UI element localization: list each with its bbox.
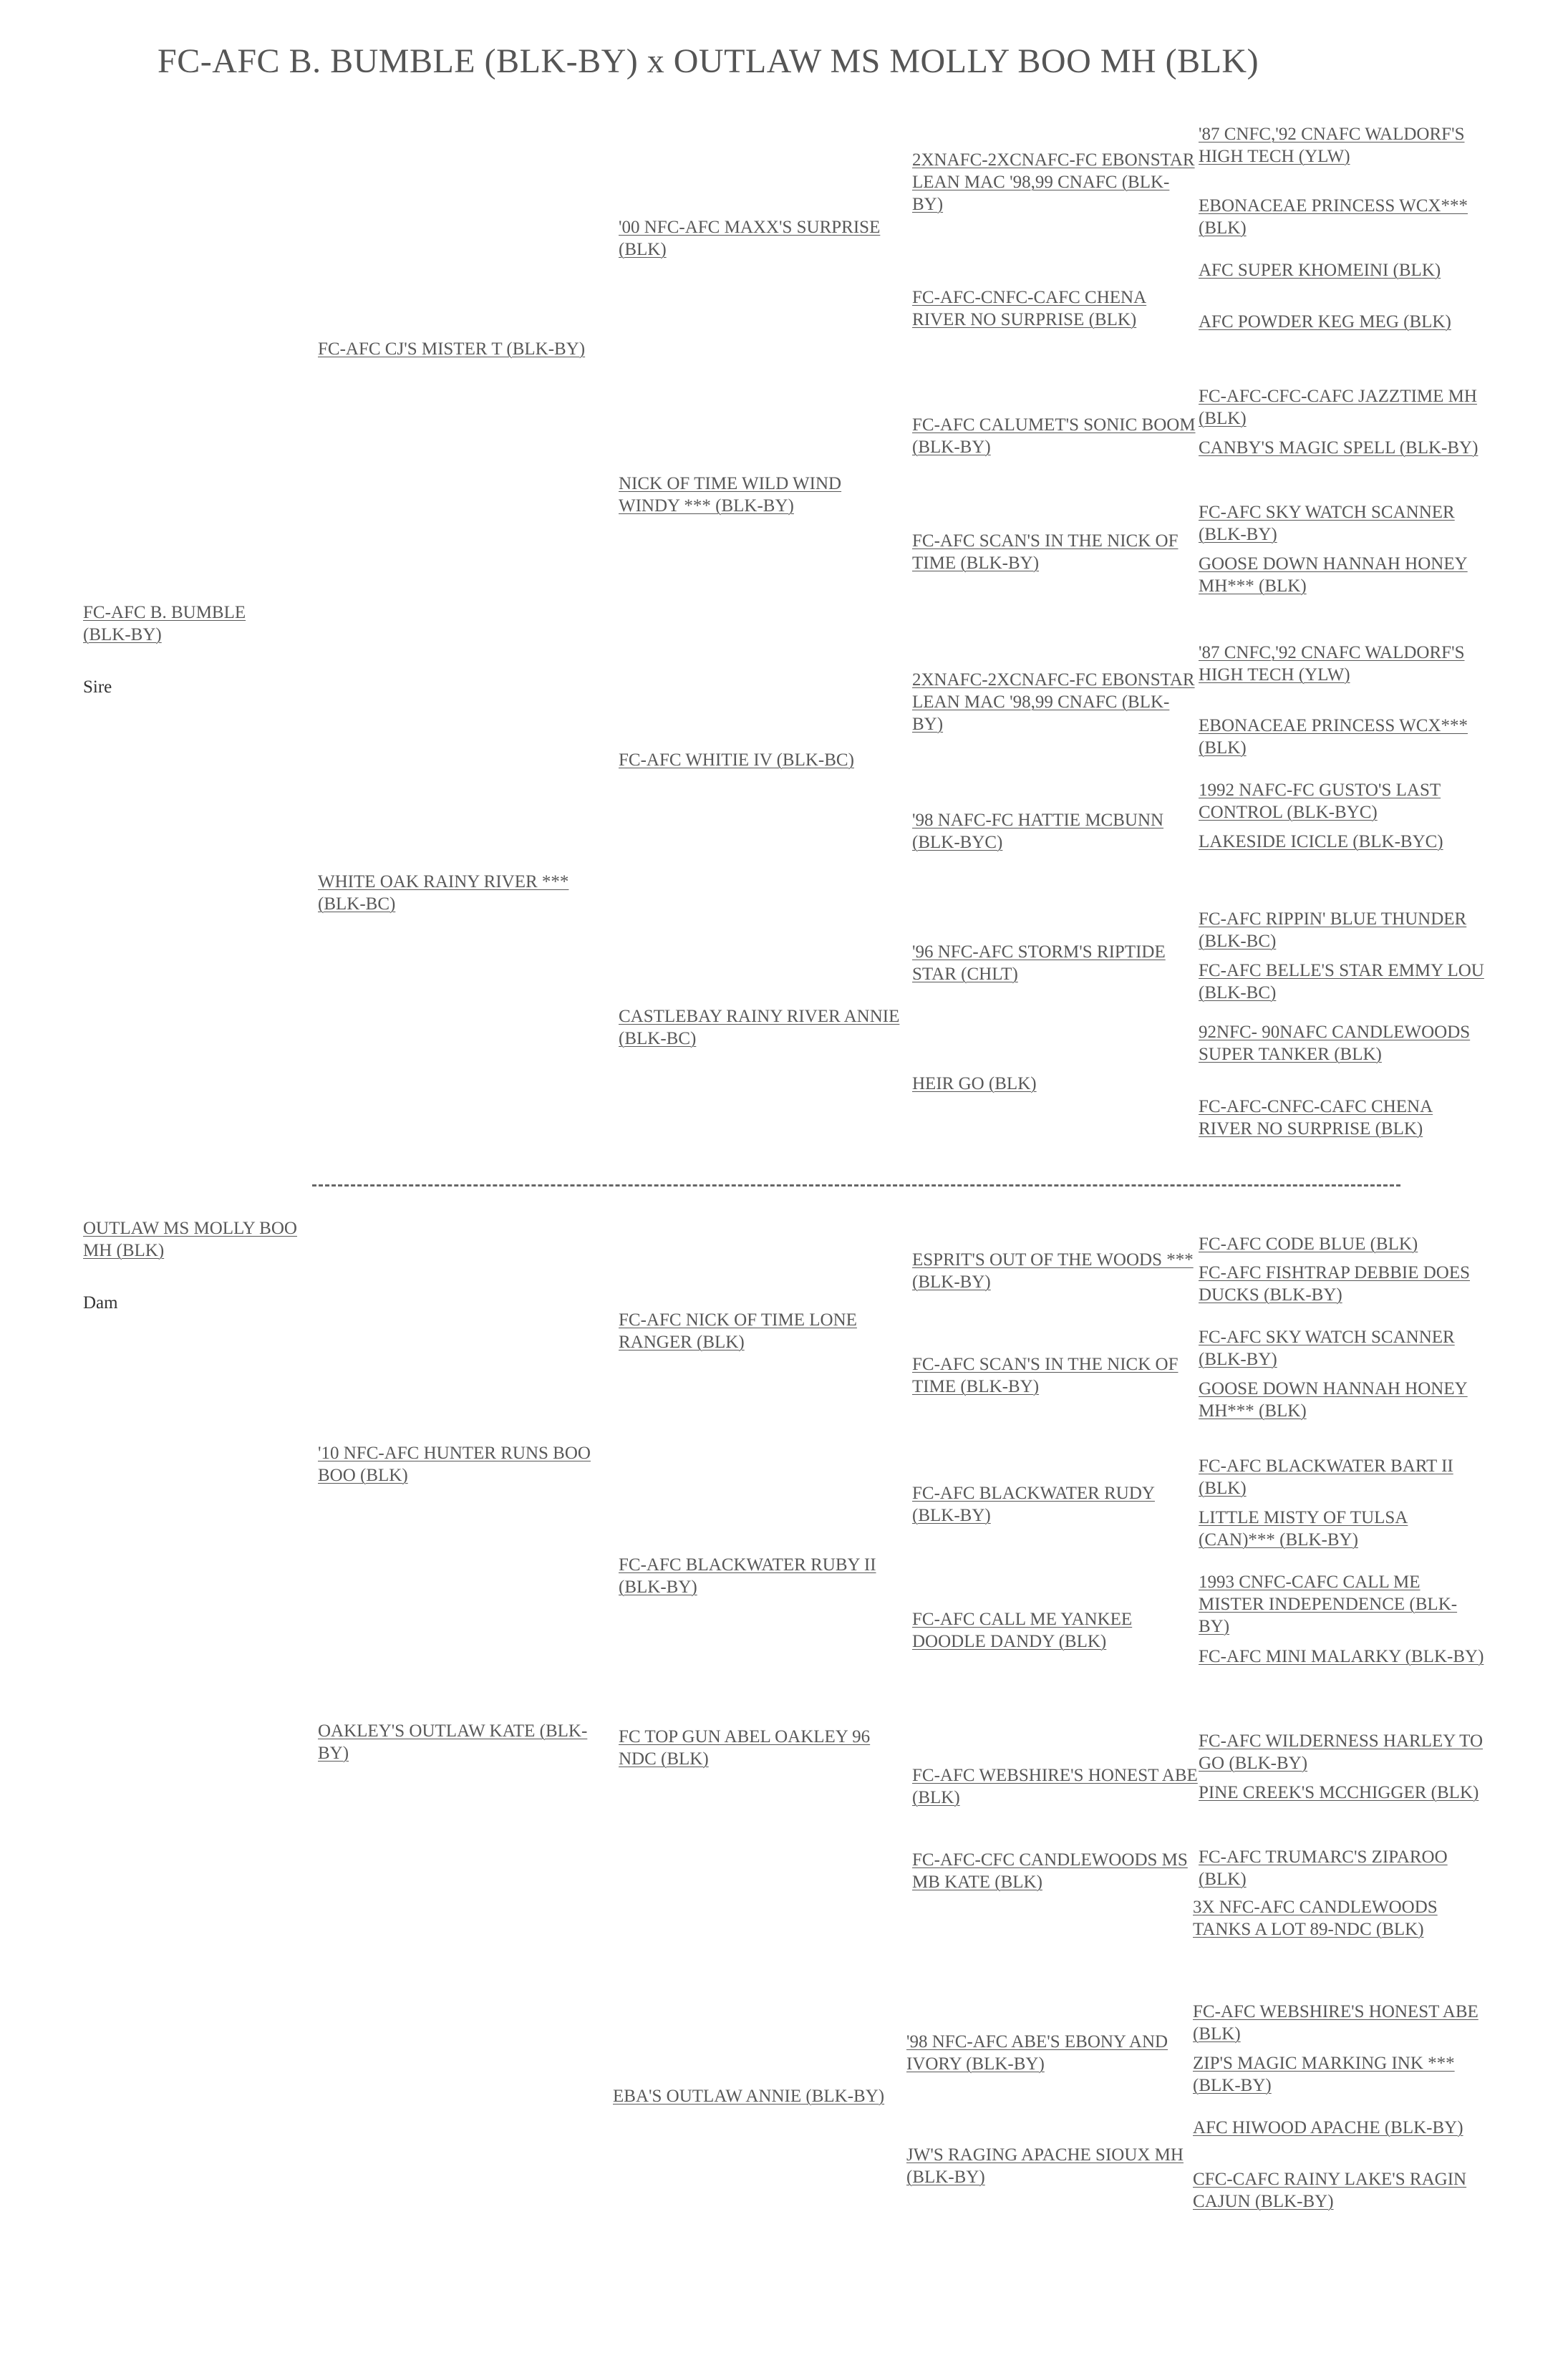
dam-great-great-grandparent[interactable]: CFC-CAFC RAINY LAKE'S RAGIN CAJUN (BLK-BY) [1193, 2170, 1467, 2211]
sire-great-great-grandparent[interactable]: LAKESIDE ICICLE (BLK-BYC) [1199, 832, 1443, 851]
dam-grandparent[interactable]: FC TOP GUN ABEL OAKLEY 96 NDC (BLK) [619, 1727, 871, 1769]
dam-great-grandparent[interactable]: FC-AFC SCAN'S IN THE NICK OF TIME (BLK-BY) [912, 1355, 1179, 1396]
sire-great-grandparent[interactable]: HEIR GO (BLK) [912, 1074, 1037, 1093]
sire-sire[interactable]: FC-AFC CJ'S MISTER T (BLK-BY) [318, 339, 586, 359]
dam-great-grandparent[interactable]: ESPRIT'S OUT OF THE WOODS *** (BLK-BY) [912, 1250, 1194, 1292]
sire-great-grandparent[interactable]: FC-AFC-CNFC-CAFC CHENA RIVER NO SURPRISE (BLK) [912, 288, 1147, 329]
sire-dam[interactable]: WHITE OAK RAINY RIVER *** (BLK-BC) [318, 872, 569, 914]
sire-great-great-grandparent[interactable]: AFC SUPER KHOMEINI (BLK) [1199, 261, 1441, 280]
sire-grandparent[interactable]: FC-AFC WHITIE IV (BLK-BC) [619, 750, 854, 770]
sire-great-great-grandparent[interactable]: '87 CNFC,'92 CNAFC WALDORF'S HIGH TECH (YLW) [1199, 125, 1465, 166]
sire-great-great-grandparent[interactable]: EBONACEAE PRINCESS WCX*** (BLK) [1199, 716, 1468, 758]
sire-great-great-grandparent[interactable]: FC-AFC-CFC-CAFC JAZZTIME MH (BLK) [1199, 387, 1477, 428]
sire-great-great-grandparent[interactable]: FC-AFC BELLE'S STAR EMMY LOU (BLK-BC) [1199, 961, 1484, 1002]
sire-great-great-grandparent[interactable]: EBONACEAE PRINCESS WCX*** (BLK) [1199, 196, 1468, 238]
sire-great-great-grandparent[interactable]: 92NFC- 90NAFC CANDLEWOODS SUPER TANKER (BLK) [1199, 1023, 1471, 1064]
dam-great-great-grandparent[interactable]: FC-AFC CODE BLUE (BLK) [1199, 1234, 1418, 1254]
sire-great-grandparent[interactable]: 2XNAFC-2XCNAFC-FC EBONSTAR LEAN MAC '98,99 CNAFC (BLK-BY) [912, 150, 1195, 214]
sire-great-great-grandparent[interactable]: FC-AFC SKY WATCH SCANNER (BLK-BY) [1199, 503, 1455, 544]
pedigree-title: FC-AFC B. BUMBLE (BLK-BY) x OUTLAW MS MOLLY BOO MH (BLK) [158, 42, 1259, 80]
dam-sire[interactable]: '10 NFC-AFC HUNTER RUNS BOO BOO (BLK) [318, 1444, 591, 1485]
sire-great-great-grandparent[interactable]: 1992 NAFC-FC GUSTO'S LAST CONTROL (BLK-BYC) [1199, 781, 1441, 822]
sire-dam-divider [312, 1184, 1400, 1187]
dam-great-great-grandparent[interactable]: FC-AFC WEBSHIRE'S HONEST ABE (BLK) [1193, 2002, 1479, 2044]
dam-great-great-grandparent[interactable]: 3X NFC-AFC CANDLEWOODS TANKS A LOT 89-NDC (BLK) [1193, 1898, 1438, 1939]
sire-great-great-grandparent[interactable]: FC-AFC RIPPIN' BLUE THUNDER (BLK-BC) [1199, 909, 1467, 951]
dam-great-grandparent[interactable]: FC-AFC BLACKWATER RUDY (BLK-BY) [912, 1484, 1155, 1525]
dam-great-grandparent[interactable]: '98 NFC-AFC ABE'S EBONY AND IVORY (BLK-BY) [906, 2032, 1168, 2074]
dam-great-great-grandparent[interactable]: FC-AFC WILDERNESS HARLEY TO GO (BLK-BY) [1199, 1731, 1484, 1773]
sire-great-great-grandparent[interactable]: GOOSE DOWN HANNAH HONEY MH*** (BLK) [1199, 554, 1468, 596]
dam-great-grandparent[interactable]: JW'S RAGING APACHE SIOUX MH (BLK-BY) [906, 2145, 1184, 2187]
dam-grandparent[interactable]: FC-AFC BLACKWATER RUBY II (BLK-BY) [619, 1555, 876, 1597]
dam-great-grandparent[interactable]: FC-AFC CALL ME YANKEE DOODLE DANDY (BLK) [912, 1610, 1133, 1651]
dam-label: Dam [83, 1293, 118, 1313]
sire-great-grandparent[interactable]: '96 NFC-AFC STORM'S RIPTIDE STAR (CHLT) [912, 942, 1166, 984]
sire-great-great-grandparent[interactable]: FC-AFC-CNFC-CAFC CHENA RIVER NO SURPRISE (BLK) [1199, 1097, 1433, 1139]
sire-great-grandparent[interactable]: '98 NAFC-FC HATTIE MCBUNN (BLK-BYC) [912, 811, 1164, 852]
dam-great-grandparent[interactable]: FC-AFC-CFC CANDLEWOODS MS MB KATE (BLK) [912, 1850, 1188, 1892]
dam-great-great-grandparent[interactable]: FC-AFC TRUMARC'S ZIPAROO (BLK) [1199, 1847, 1448, 1889]
sire-grandparent[interactable]: '00 NFC-AFC MAXX'S SURPRISE (BLK) [619, 218, 881, 259]
dam-grandparent[interactable]: EBA'S OUTLAW ANNIE (BLK-BY) [613, 2087, 885, 2106]
dam-great-great-grandparent[interactable]: ZIP'S MAGIC MARKING INK *** (BLK-BY) [1193, 2054, 1455, 2095]
sire-great-grandparent[interactable]: FC-AFC CALUMET'S SONIC BOOM (BLK-BY) [912, 415, 1196, 457]
dam-great-great-grandparent[interactable]: FC-AFC BLACKWATER BART II (BLK) [1199, 1456, 1453, 1498]
dam-great-grandparent[interactable]: FC-AFC WEBSHIRE'S HONEST ABE (BLK) [912, 1766, 1198, 1807]
dam-great-great-grandparent[interactable]: AFC HIWOOD APACHE (BLK-BY) [1193, 2118, 1463, 2137]
dam-name[interactable]: OUTLAW MS MOLLY BOO MH (BLK) [83, 1219, 297, 1260]
dam-great-great-grandparent[interactable]: PINE CREEK'S MCCHIGGER (BLK) [1199, 1783, 1479, 1802]
sire-great-grandparent[interactable]: 2XNAFC-2XCNAFC-FC EBONSTAR LEAN MAC '98,99 CNAFC (BLK-BY) [912, 670, 1195, 734]
sire-grandparent[interactable]: CASTLEBAY RAINY RIVER ANNIE (BLK-BC) [619, 1007, 900, 1048]
sire-label: Sire [83, 677, 112, 697]
dam-great-great-grandparent[interactable]: LITTLE MISTY OF TULSA (CAN)*** (BLK-BY) [1199, 1508, 1408, 1550]
sire-great-great-grandparent[interactable]: CANBY'S MAGIC SPELL (BLK-BY) [1199, 438, 1479, 458]
dam-great-great-grandparent[interactable]: FC-AFC MINI MALARKY (BLK-BY) [1199, 1647, 1484, 1666]
dam-great-great-grandparent[interactable]: FC-AFC FISHTRAP DEBBIE DOES DUCKS (BLK-BY) [1199, 1263, 1471, 1305]
dam-great-great-grandparent[interactable]: GOOSE DOWN HANNAH HONEY MH*** (BLK) [1199, 1379, 1468, 1421]
sire-great-great-grandparent[interactable]: '87 CNFC,'92 CNAFC WALDORF'S HIGH TECH (YLW) [1199, 643, 1465, 685]
dam-grandparent[interactable]: FC-AFC NICK OF TIME LONE RANGER (BLK) [619, 1310, 857, 1352]
sire-great-great-grandparent[interactable]: AFC POWDER KEG MEG (BLK) [1199, 312, 1451, 332]
sire-great-grandparent[interactable]: FC-AFC SCAN'S IN THE NICK OF TIME (BLK-BY) [912, 531, 1179, 573]
dam-dam[interactable]: OAKLEY'S OUTLAW KATE (BLK-BY) [318, 1721, 588, 1763]
sire-grandparent[interactable]: NICK OF TIME WILD WIND WINDY *** (BLK-BY) [619, 474, 842, 516]
dam-great-great-grandparent[interactable]: 1993 CNFC-CAFC CALL ME MISTER INDEPENDENCE (BLK-BY) [1199, 1572, 1458, 1636]
dam-great-great-grandparent[interactable]: FC-AFC SKY WATCH SCANNER (BLK-BY) [1199, 1328, 1455, 1369]
sire-name[interactable]: FC-AFC B. BUMBLE (BLK-BY) [83, 603, 246, 644]
